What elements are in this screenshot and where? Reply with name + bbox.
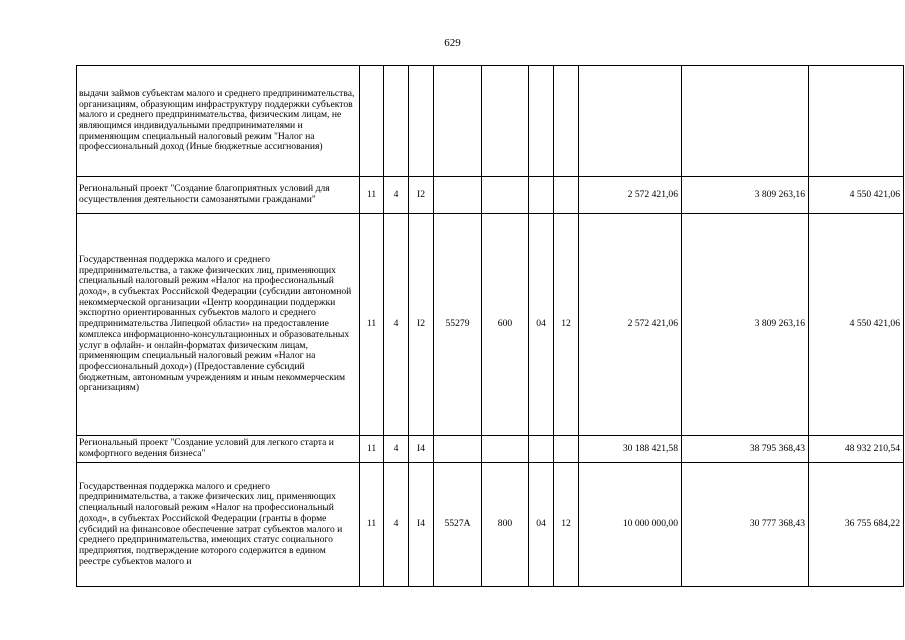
code-cell: [529, 66, 554, 177]
code-cell: I2: [409, 177, 434, 214]
table-row: [77, 214, 904, 436]
amount-cell: 2 572 421,06: [579, 214, 682, 436]
code-cell: [554, 436, 579, 463]
code-cell: 5527А: [434, 463, 482, 587]
code-cell: 800: [482, 463, 529, 587]
code-cell: 11: [360, 177, 384, 214]
code-cell: [529, 177, 554, 214]
amount-cell: 4 550 421,06: [809, 214, 904, 436]
code-cell: [554, 177, 579, 214]
page-number: 629: [444, 37, 461, 49]
code-cell: 4: [384, 436, 409, 463]
code-cell: 600: [482, 214, 529, 436]
code-cell: [554, 66, 579, 177]
code-cell: 4: [384, 177, 409, 214]
amount-cell: 48 932 210,54: [809, 436, 904, 463]
amount-cell: 3 809 263,16: [682, 177, 809, 214]
table-row: [77, 66, 904, 177]
code-cell: [529, 436, 554, 463]
table-row: [77, 436, 904, 463]
code-cell: [482, 177, 529, 214]
amount-cell: 30 777 368,43: [682, 463, 809, 587]
amount-cell: [579, 66, 682, 177]
amount-cell: 38 795 368,43: [682, 436, 809, 463]
budget-table: [76, 65, 904, 587]
code-cell: 04: [529, 214, 554, 436]
code-cell: [482, 436, 529, 463]
code-cell: I4: [409, 463, 434, 587]
row-description: Государственная поддержка малого и среднего предпринимательства, а также физических лиц, применяющих специальный налоговый режим «Налог на профессиональный доход», в субъектах Российской Федерации (субсидии автономной некоммерческой организации «Центр координации поддержки экспортно ориентированных субъектов малого и среднего предпринимательства Липецкой области» на предоставление комплекса информационно-консультационных и образовательных услуг в офлайн- и онлайн-форматах физическим лицам, применяющим специальный налоговый режим «Налог на профессиональный доход») (Предоставление субсидий бюджетным, автономным учреждениям и иным некоммерческим организациям): [77, 214, 360, 436]
code-cell: 55279: [434, 214, 482, 436]
table-row: [77, 463, 904, 587]
code-cell: [360, 66, 384, 177]
row-description: выдачи займов субъектам малого и среднего предпринимательства, организациям, образующим инфраструктуру поддержки субъектов малого и среднего предпринимательства, физическим лицам, не являющимся индивидуальными предпринимателями и применяющим специальный налоговый режим "Налог на профессиональный доход (Иные бюджетные ассигнования): [77, 66, 360, 177]
amount-cell: [809, 66, 904, 177]
amount-cell: 3 809 263,16: [682, 214, 809, 436]
code-cell: [434, 177, 482, 214]
code-cell: 11: [360, 436, 384, 463]
row-description: Государственная поддержка малого и среднего предпринимательства, а также физических лиц, применяющих специальный налоговый режим «Налог на профессиональный доход», в субъектах Российской Федерации (гранты в форме субсидий на финансовое обеспечение затрат субъектов малого и среднего предпринимательства, имеющих статус социального предприятия, подтверждение которого содержится в едином реестре субъектов малого и: [77, 463, 360, 587]
amount-cell: 2 572 421,06: [579, 177, 682, 214]
code-cell: [434, 436, 482, 463]
code-cell: 04: [529, 463, 554, 587]
amount-cell: 30 188 421,58: [579, 436, 682, 463]
code-cell: [409, 66, 434, 177]
code-cell: 12: [554, 463, 579, 587]
amount-cell: 36 755 684,22: [809, 463, 904, 587]
code-cell: I4: [409, 436, 434, 463]
row-description: Региональный проект "Создание благоприятных условий для осуществления деятельности самозанятыми гражданами": [77, 177, 360, 214]
amount-cell: 10 000 000,00: [579, 463, 682, 587]
code-cell: 11: [360, 214, 384, 436]
table-row: [77, 177, 904, 214]
amount-cell: 4 550 421,06: [809, 177, 904, 214]
code-cell: 4: [384, 463, 409, 587]
code-cell: [434, 66, 482, 177]
code-cell: 11: [360, 463, 384, 587]
code-cell: 12: [554, 214, 579, 436]
code-cell: [384, 66, 409, 177]
code-cell: [482, 66, 529, 177]
code-cell: 4: [384, 214, 409, 436]
row-description: Региональный проект "Создание условий для легкого старта и комфортного ведения бизнеса": [77, 436, 360, 463]
code-cell: I2: [409, 214, 434, 436]
amount-cell: [682, 66, 809, 177]
